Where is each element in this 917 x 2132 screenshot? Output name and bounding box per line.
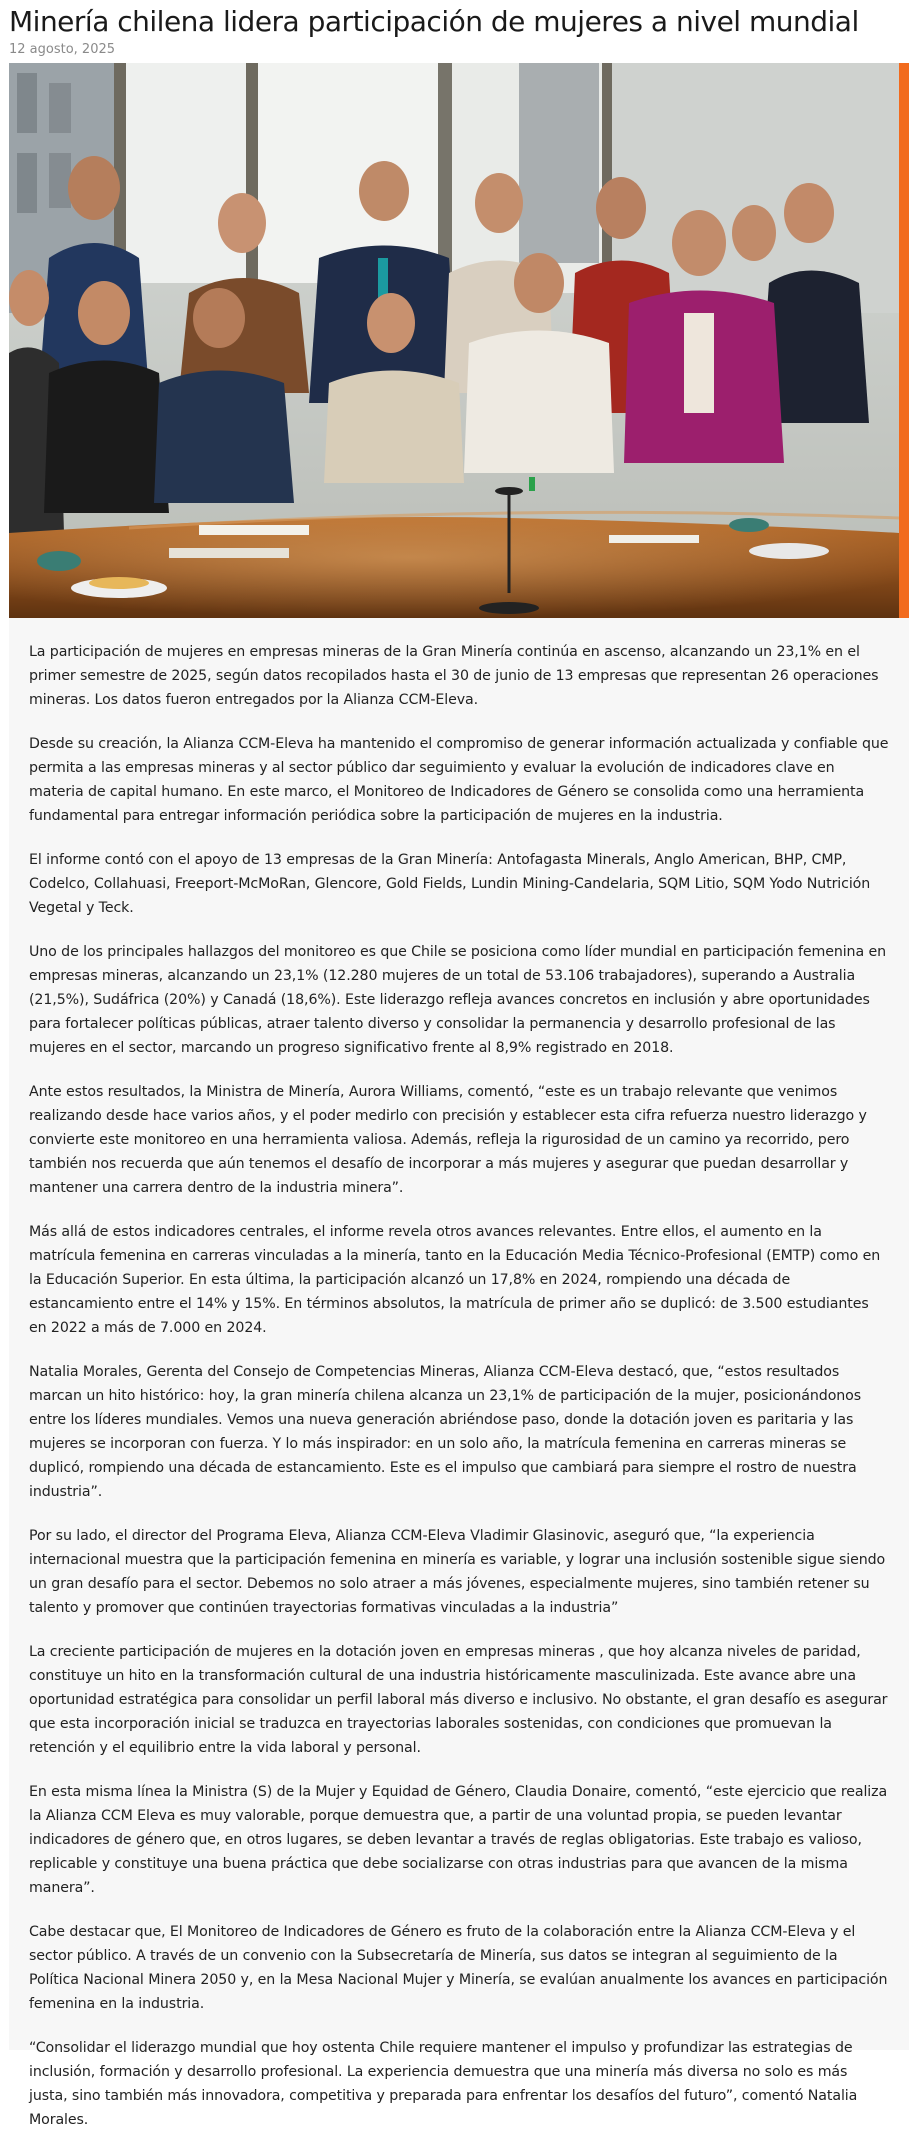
- paragraph: El informe contó con el apoyo de 13 empresas de la Gran Minería: Antofagasta Minerals, Anglo American, BHP, CMP, Codelco, Collahuasi, Freeport-McMoRan, Glencore, Gold Fields, Lundin Mining-Candelaria, SQM Litio, SQM Yodo Nutrición Vegetal y Teck.: [29, 852, 871, 916]
- group-photo-image: [9, 63, 909, 618]
- paragraph: Por su lado, el director del Programa Eleva, Alianza CCM-Eleva Vladimir Glasinovic, aseguró que, “la experiencia internacional muestra que la participación femenina en minería es variable, y lograr una inclusión sostenible sigue siendo un gran desafío para el sector. Debemos no solo atraer a más jóvenes, especialmente mujeres, sino también retener su talento y promover que continúen trayectorias formativas vinculadas a la industria”: [29, 1528, 886, 1616]
- paragraph: Uno de los principales hallazgos del monitoreo es que Chile se posiciona como líder mundial en participación femenina en empresas mineras, alcanzando un 23,1% (12.280 mujeres de un total de 53.106 trabajadores), superando a Australia (21,5%), Sudáfrica (20%) y Canadá (18,6%). Este liderazgo refleja avances concretos en inclusión y abre oportunidades para fortalecer políticas públicas, atraer talento diverso y consolidar la permanencia y desarrollo profesional de las mujeres en el sector, marcando un progreso significativo frente al 8,9% registrado en 2018.: [29, 944, 886, 1056]
- paragraph: Más allá de estos indicadores centrales, el informe revela otros avances relevantes. Entre ellos, el aumento en la matrícula femenina en carreras vinculadas a la minería, tanto en la Educación Media Técnico-Profesional (EMTP) como en la Educación Superior. En esta última, la participación alcanzó un 17,8% en 2024, rompiendo una década de estancamiento entre el 14% y 15%. En términos absolutos, la matrícula de primer año se duplicó: de 3.500 estudiantes en 2022 a más de 7.000 en 2024.: [29, 1224, 881, 1336]
- paragraph: “Consolidar el liderazgo mundial que hoy ostenta Chile requiere mantener el impulso y profundizar las estrategias de inclusión, formación y desarrollo profesional. La experiencia demuestra que una minería más diversa no solo es más justa, sino también más innovadora, competitiva y preparada para enfrentar los desafíos del futuro”, comentó Natalia Morales.: [29, 2040, 858, 2128]
- paragraph: En esta misma línea la Ministra (S) de la Mujer y Equidad de Género, Claudia Donaire, comentó, “este ejercicio que realiza la Alianza CCM Eleva es muy valorable, porque demuestra que, a partir de una voluntad propia, se pueden levantar indicadores de género que, en otros lugares, se deben levantar a través de reglas obligatorias. Este trabajo es valioso, replicable y constituye una buena práctica que debe socializarse con otras industrias para que avancen de la misma manera”.: [29, 1784, 888, 1896]
- paragraph: La creciente participación de mujeres en la dotación joven en empresas mineras , que hoy alcanza niveles de paridad, constituye un hito en la transformación cultural de una industria históricamente masculinizada. Este avance abre una oportunidad estratégica para consolidar un perfil laboral más diverso e inclusivo. No obstante, el gran desafío es asegurar que esta incorporación inicial se traduzca en trayectorias laborales sostenidas, con condiciones que promuevan la retención y el equilibrio entre la vida laboral y personal.: [29, 1644, 888, 1756]
- paragraph: Cabe destacar que, El Monitoreo de Indicadores de Género es fruto de la colaboración entre la Alianza CCM-Eleva y el sector público. A través de un convenio con la Subsecretaría de Minería, sus datos se integran al seguimiento de la Política Nacional Minera 2050 y, en la Mesa Nacional Mujer y Minería, se evalúan anualmente los avances en participación femenina en la industria.: [29, 1924, 888, 2012]
- article-title: Minería chilena lidera participación de mujeres a nivel mundial: [9, 5, 859, 38]
- paragraph: Natalia Morales, Gerenta del Consejo de Competencias Mineras, Alianza CCM-Eleva destacó, que, “estos resultados marcan un hito histórico: hoy, la gran minería chilena alcanza un 23,1% de participación de la mujer, posicionándonos entre los líderes mundiales. Vemos una nueva generación abriéndose paso, donde la dotación joven es paritaria y las mujeres se incorporan con fuerza. Y lo más inspirador: en un solo año, la matrícula femenina en carreras mineras se duplicó, rompiendo una década de estancamiento. Este es el impulso que cambiará para siempre el rostro de nuestra industria”.: [29, 1364, 862, 1500]
- paragraph: Ante estos resultados, la Ministra de Minería, Aurora Williams, comentó, “este es un trabajo relevante que venimos realizando desde hace varios años, y el poder medirlo con precisión y establecer esta cifra refuerza nuestro liderazgo y convierte este monitoreo en una herramienta valiosa. Además, refleja la rigurosidad de un camino ya recorrido, pero también nos recuerda que aún tenemos el desafío de incorporar a más mujeres y asegurar que puedan desarrollar y mantener una carrera dentro de la industria minera”.: [29, 1084, 867, 1196]
- paragraph: La participación de mujeres en empresas mineras de la Gran Minería continúa en ascenso, alcanzando un 23,1% en el primer semestre de 2025, según datos recopilados hasta el 30 de junio de 13 empresas que representan 26 operaciones mineras. Los datos fueron entregados por la Alianza CCM-Eleva.: [29, 644, 879, 708]
- paragraph: Desde su creación, la Alianza CCM-Eleva ha mantenido el compromiso de generar información actualizada y confiable que permita a las empresas mineras y al sector público dar seguimiento y evaluar la evolución de indicadores clave en materia de capital humano. En este marco, el Monitoreo de Indicadores de Género se consolida como una herramienta fundamental para entregar información periódica sobre la participación de mujeres en la industria.: [29, 736, 889, 824]
- article-date: 12 agosto, 2025: [9, 42, 116, 57]
- article-body: [9, 618, 909, 2128]
